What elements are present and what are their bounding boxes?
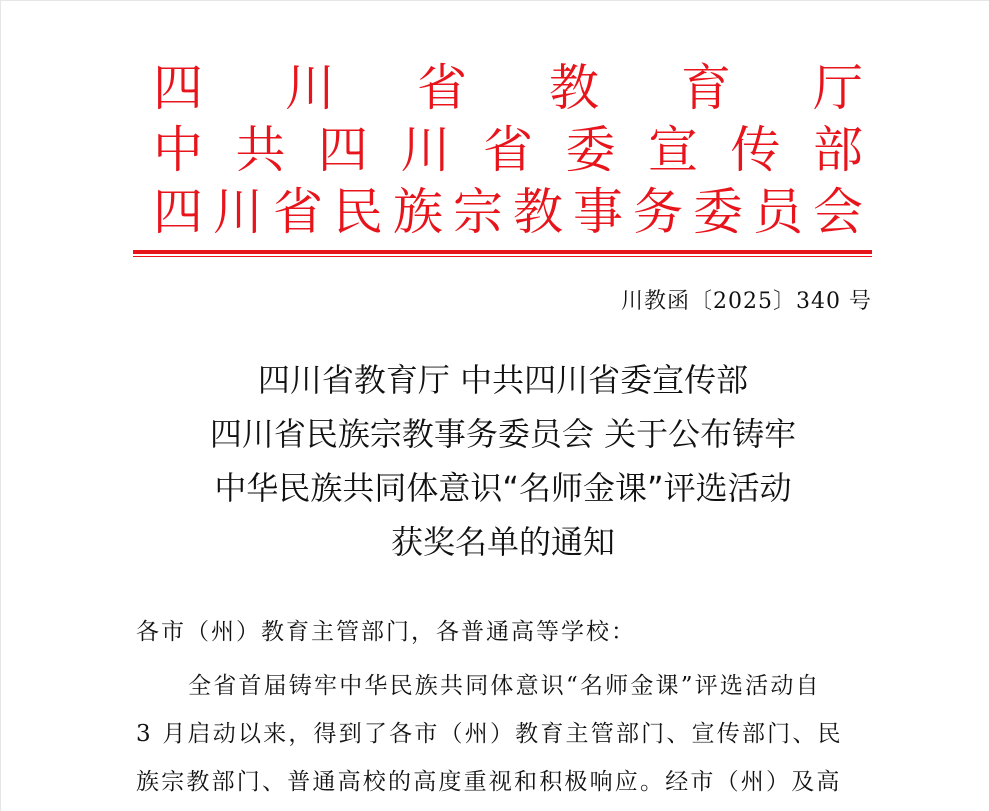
agency-char: 务 <box>633 183 683 241</box>
title-line: 获奖名单的通知 <box>390 523 615 561</box>
agency-char: 共 <box>235 121 286 179</box>
agency-char: 省 <box>273 183 323 241</box>
title-line: 四川省民族宗教事务委员会 关于公布铸牢 <box>209 415 797 453</box>
agency-char: 四 <box>153 183 203 241</box>
agency-char: 教 <box>513 183 563 241</box>
header-divider-thin <box>133 256 872 257</box>
agency-char: 族 <box>393 183 443 241</box>
agency-name-ethnic-religious-commission <box>152 180 864 244</box>
agency-char: 川 <box>400 121 451 179</box>
body-line: 全省首届铸牢中华民族共同体意识“名师金课”评选活动自 <box>188 673 821 699</box>
agency-name-propaganda-department <box>152 118 864 182</box>
agency-char: 省 <box>417 59 467 117</box>
agency-char: 传 <box>730 121 781 179</box>
body-line: 族宗教部门、普通高校的高度重视和积极响应。经市（州）及高 <box>136 769 842 795</box>
agency-name-education-department <box>152 56 864 120</box>
header-divider-thick <box>133 250 872 254</box>
agency-char: 川 <box>285 59 335 117</box>
agency-char: 省 <box>483 121 533 179</box>
agency-char: 厅 <box>813 59 863 117</box>
page-border-top <box>0 0 989 1</box>
agency-char: 委 <box>693 183 743 241</box>
agency-char: 民 <box>333 183 383 241</box>
agency-char: 教 <box>549 59 599 117</box>
agency-char: 宗 <box>453 183 503 241</box>
document-number: 川教函〔2025〕340 号 <box>621 289 872 314</box>
salutation: 各市（州）教育主管部门，各普通高等学校： <box>136 619 636 645</box>
body-line: 3 月启动以来，得到了各市（州）教育主管部门、宣传部门、民 <box>136 721 843 747</box>
title-line: 中华民族共同体意识“名师金课”评选活动 <box>214 469 792 507</box>
agency-char: 员 <box>753 183 803 241</box>
page-border-left <box>0 0 1 811</box>
agency-char: 委 <box>565 121 616 179</box>
agency-char: 宣 <box>648 121 698 179</box>
agency-char: 中 <box>153 121 203 179</box>
agency-char: 川 <box>213 183 263 241</box>
agency-char: 事 <box>573 183 623 241</box>
agency-char: 育 <box>681 59 731 117</box>
agency-char: 部 <box>813 121 863 179</box>
agency-char: 四 <box>318 121 368 179</box>
agency-char: 四 <box>153 59 203 117</box>
agency-char: 会 <box>813 183 863 241</box>
title-line: 四川省教育厅 中共四川省委宣传部 <box>257 361 749 399</box>
